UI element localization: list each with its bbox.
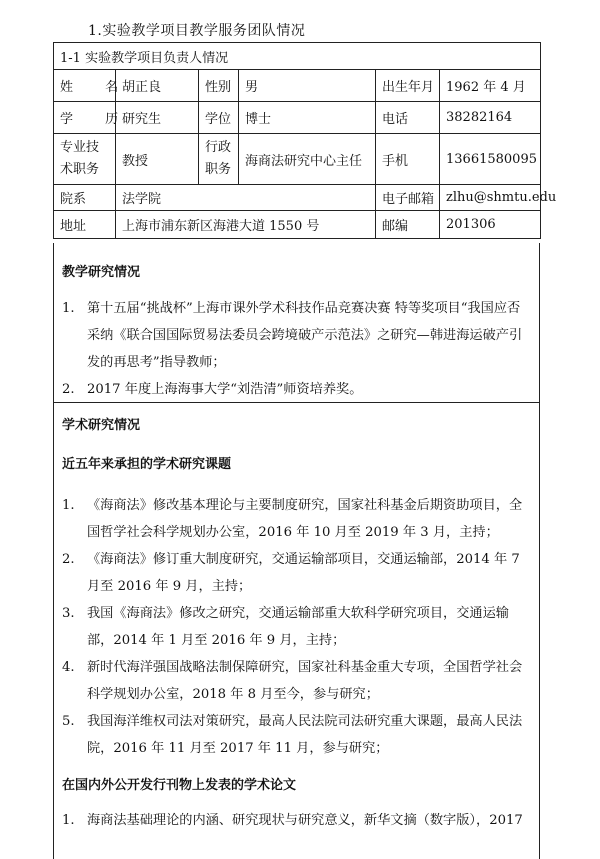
- phone-value: 38282164: [440, 102, 541, 134]
- research-projects-subtitle: 近五年来承担的学术研究课题: [62, 457, 232, 472]
- list-item: 1. 海商法基础理论的内涵、研究现状与研究意义，新华文摘（数字版），2017: [62, 813, 523, 828]
- teaching-section: [53, 243, 540, 403]
- admin-label: 行政 职务: [199, 134, 239, 185]
- degree-value: 博士: [239, 102, 376, 134]
- list-item: 1. 《海商法》修改基本理论与主要制度研究，国家社科基金后期资助项目，全国哲学社会科学规划办公室，2016 年 10 月至 2019 年 3 月，主持；: [62, 498, 523, 540]
- zip-value: 201306: [440, 211, 541, 239]
- dept-label: 院系: [54, 185, 116, 211]
- title-value: 教授: [116, 134, 199, 185]
- mobile-value: 13661580095: [440, 134, 541, 185]
- list-item: 4. 新时代海洋强国战略法制保障研究，国家社科基金重大专项，全国哲学社会科学规划办公室，2018 年 8 月至今，参与研究；: [62, 660, 523, 702]
- list-item: 1. 第十五届“挑战杯”上海市课外学术科技作品竞赛决赛 特等奖项目“我国应否采纳《联合国国际贸易法委员会跨境破产示范法》之研究—韩进海运破产引发的再思考”指导教师；: [62, 301, 523, 370]
- phone-label: 电话: [376, 102, 440, 134]
- list-item: 5. 我国海洋维权司法对策研究，最高人民法院司法研究重大课题，最高人民法院，2016 年 11 月至 2017 年 11 月，参与研究；: [62, 714, 523, 756]
- name-label: 姓 名: [54, 70, 116, 102]
- degree-label: 学位: [199, 102, 239, 134]
- birth-value: 1962 年 4 月: [440, 70, 541, 102]
- dept-value: 法学院: [116, 185, 376, 211]
- list-item: 2. 《海商法》修订重大制度研究，交通运输部项目，交通运输部，2014 年 7 月至 2016 年 9 月，主持；: [62, 552, 520, 594]
- birth-label: 出生年月: [376, 70, 440, 102]
- gender-label: 性别: [199, 70, 239, 102]
- list-item: 3. 我国《海商法》修改之研究，交通运输部重大软科学研究项目，交通运输部，2014 年 1 月至 2016 年 9 月，主持；: [62, 606, 509, 648]
- admin-value: 海商法研究中心主任: [239, 134, 376, 185]
- leader-info-table: [53, 42, 557, 239]
- education-value: 研究生: [116, 102, 199, 134]
- research-title: 学术研究情况: [62, 418, 141, 433]
- table-section-title: 1-1 实验教学项目负责人情况: [54, 43, 541, 70]
- address-value: 上海市浦东新区海港大道 1550 号: [116, 211, 376, 239]
- address-label: 地址: [54, 211, 116, 239]
- email-label: 电子邮箱: [376, 185, 440, 211]
- education-label: 学 历: [54, 102, 116, 134]
- papers-list: [54, 807, 539, 834]
- zip-label: 邮编: [376, 211, 440, 239]
- mobile-label: 手机: [376, 134, 440, 185]
- list-item: 2. 2017 年度上海海事大学“刘浩清”师资培养奖。: [62, 382, 363, 397]
- teaching-title: 教学研究情况: [62, 265, 141, 280]
- papers-subtitle: 在国内外公开发行刊物上发表的学术论文: [62, 778, 297, 793]
- section-heading: 1.实验教学项目教学服务团队情况: [88, 23, 306, 39]
- title-label: 专业技 术职务: [54, 134, 116, 185]
- name-value: 胡正良: [116, 70, 199, 102]
- research-section: [53, 403, 540, 859]
- email-value: zlhu@shmtu.edu: [440, 185, 541, 211]
- gender-value: 男: [239, 70, 376, 102]
- research-projects-list: [54, 492, 539, 762]
- teaching-list: [54, 295, 539, 403]
